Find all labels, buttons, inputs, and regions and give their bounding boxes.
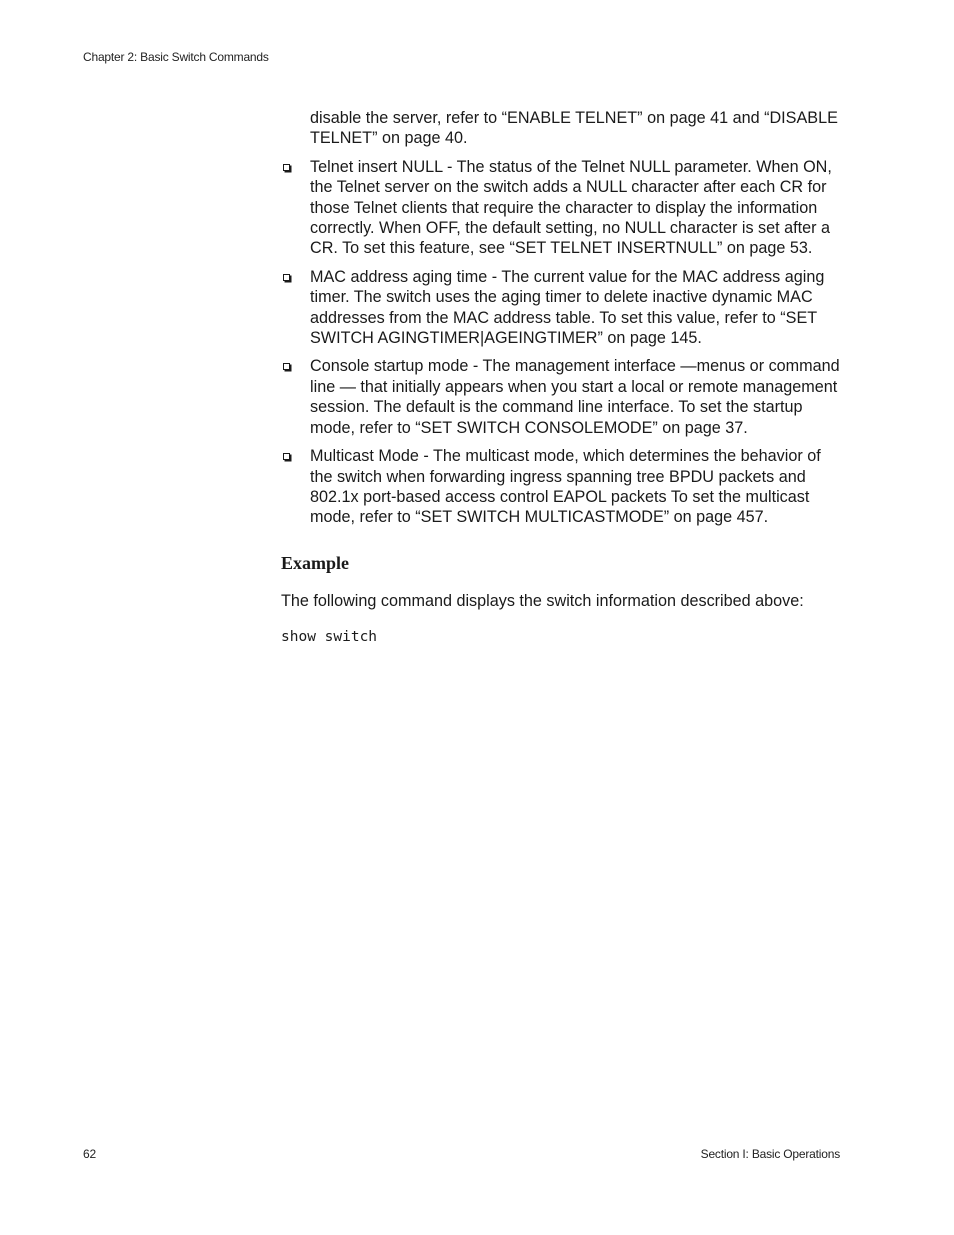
main-content xyxy=(281,108,847,646)
bullet-text: MAC address aging time - The current value for the MAC address aging timer. The switch uses the aging timer to delete inactive dynamic MAC addresses from the MAC address table. To set this value, refer to “SET SWITCH AGINGTIMER|AGEINGTIMER” on page 145. xyxy=(310,267,825,348)
bullet-text: Telnet insert NULL - The status of the Telnet NULL parameter. When ON, the Telnet server on the switch adds a NULL character after each CR for those Telnet clients that require the character to display the information correctly. When OFF, the default setting, no NULL character is set after a CR. To set this feature, see “SET TELNET INSERTNULL” on page 53. xyxy=(310,157,832,258)
page-number: 62 xyxy=(83,1147,96,1161)
checkbox-bullet-icon xyxy=(283,363,290,370)
section-title: Section I: Basic Operations xyxy=(700,1147,840,1161)
checkbox-bullet-icon xyxy=(283,274,290,281)
checkbox-bullet-icon xyxy=(283,164,290,171)
bullet-text: Multicast Mode - The multicast mode, which determines the behavior of the switch when forwarding ingress spanning tree BPDU packets and 802.1x port-based access control EAPOL packets To set the multicast mode, refer to “SET SWITCH MULTICASTMODE” on page 457. xyxy=(310,447,821,527)
checkbox-bullet-icon xyxy=(283,453,290,460)
bullet-item-multicast-mode xyxy=(281,446,847,528)
bullet-item-mac-aging-time xyxy=(281,267,847,349)
example-description: The following command displays the switch information described above: xyxy=(281,591,804,610)
example-heading: Example xyxy=(281,552,350,573)
continued-paragraph: disable the server, refer to “ENABLE TELNET” on page 41 and “DISABLE TELNET” on page 40. xyxy=(310,109,838,148)
bullet-text: Console startup mode - The management interface —menus or command line — that initially appears when you start a local or remote management session. The default is the command line interface. To set the startup mode, refer to “SET SWITCH CONSOLEMODE” on page 37. xyxy=(310,357,840,437)
running-head: Chapter 2: Basic Switch Commands xyxy=(83,50,269,64)
example-code: show switch xyxy=(281,629,378,646)
bullet-item-telnet-insert-null xyxy=(281,157,847,259)
bullet-item-console-startup-mode xyxy=(281,356,847,438)
bullet-list xyxy=(281,157,847,528)
